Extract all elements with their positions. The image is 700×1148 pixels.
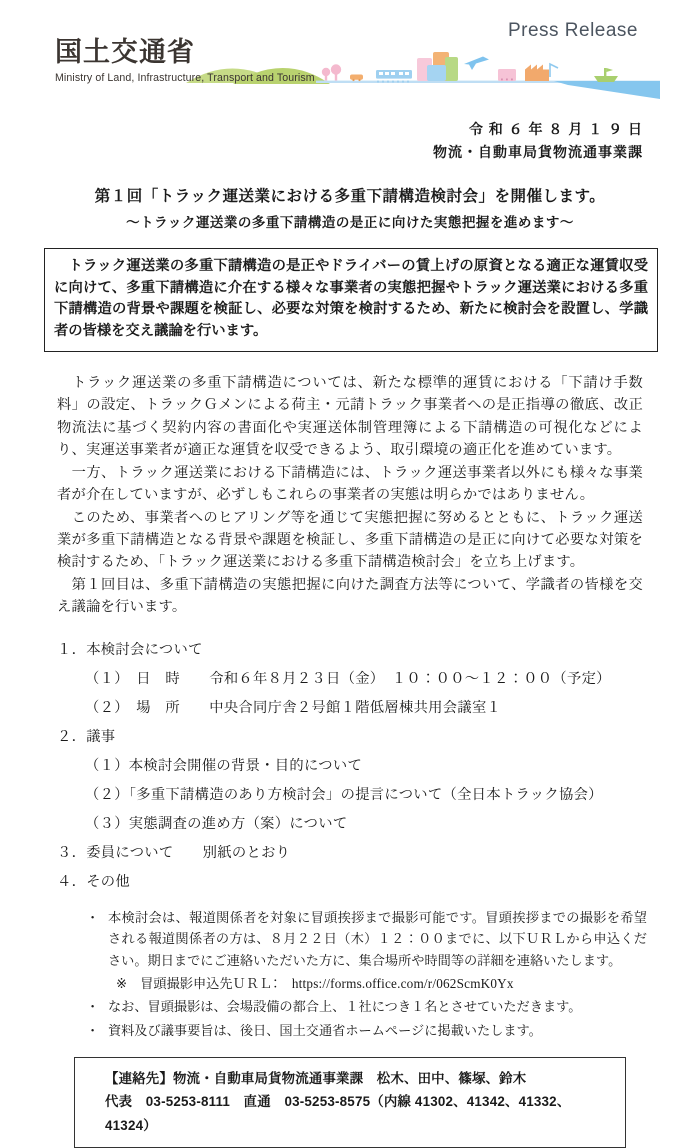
header: [0, 20, 700, 116]
ministry-name-english: Ministry of Land, Infrastructure, Transport and Tourism: [55, 72, 315, 84]
page-subtitle: ～トラック運送業の多重下請構造の是正に向けた実態把握を進めます～: [126, 215, 574, 231]
ship-icon: [594, 68, 618, 82]
page-title: 第１回「トラック運送業における多重下請構造検討会」を開催します。: [94, 188, 606, 206]
application-url-link[interactable]: https://forms.office.com/r/062ScmK0Yx: [291, 975, 514, 991]
ministry-logo: [55, 30, 315, 84]
note-text-photography: 本検討会は、報道関係者を対象に冒頭挨拶まで撮影可能です。冒頭挨拶までの撮影を希望される報道関係者の方は、８月２２日（木）１２：００までに、以下ＵＲＬから申込ください。期日までにご連絡いただいた方に、集合場所や時間等の詳細を連絡いたします。: [108, 909, 647, 968]
section-heading-other: ４．その他: [57, 873, 130, 890]
section-item-agenda-2: （２）「多重下請構造のあり方検討会」の提言について（全日本トラック協会）: [85, 786, 603, 803]
bullet-icon: ・: [86, 909, 100, 925]
list-item: [86, 907, 647, 971]
body-paragraph: トラック運送業の多重下請構造については、新たな標準的運賃における「下請け手数料」の設定、トラックＧメンによる荷主・元請トラック事業者への是正指導の徹底、改正物流法に基づく契約内容の書面化や実運送体制管理簿による下請構造の可視化などにより、実運送事業者が適正な運賃を収受できるよう、取引環境の適正化を進めています。: [57, 374, 643, 459]
press-release-label: Press Release: [507, 20, 638, 41]
water-icon: [554, 81, 660, 99]
list-item: [86, 996, 647, 1017]
application-url-line: [116, 973, 647, 994]
summary-box: トラック運送業の多重下請構造の是正やドライバーの賃上げの原資となる適正な運賃収受に向けて、多重下請構造に介在する様々な事業者の実態把握やトラック運送業における多重下請構造の背景や課題を検証し、必要な対策を検討するため、新たに検討会を設置し、学識者の皆様を交え議論を行います。: [44, 248, 658, 352]
notes-list: [86, 907, 647, 1041]
title-block: [0, 184, 700, 231]
airplane-icon: [464, 57, 489, 71]
department-name: 物流・自動車局貨物流通事業課: [433, 144, 643, 161]
section-item-agenda-3: （３）実態調査の進め方（案）について: [85, 815, 348, 832]
buildings-icon: [417, 52, 458, 81]
body-paragraph: 第１回目は、多重下請構造の実態把握に向けた調査方法等について、学識者の皆様を交え議論を行います。: [57, 576, 643, 616]
agenda-sections: [57, 639, 660, 891]
url-label: ※ 冒頭撮影申込先ＵＲＬ：: [116, 975, 292, 991]
car-icon: [350, 75, 363, 82]
section-item-agenda-1: （１）本検討会開催の背景・目的について: [85, 757, 363, 774]
contact-line-phone: 代表 03-5253-8111 直通 03-5253-8575（内線 41302、41342、41332、41324）: [105, 1094, 571, 1133]
small-building-icon: [498, 69, 516, 81]
bullet-icon: ・: [86, 999, 100, 1015]
list-item: [86, 1020, 647, 1041]
section-item-place: （２） 場 所 中央合同庁舎２号館１階低層棟共用会議室１: [85, 699, 502, 716]
note-text-materials: 資料及び議事要旨は、後日、国土交通省ホームページに掲載いたします。: [108, 1022, 542, 1038]
tree-icon: [322, 64, 341, 80]
factory-icon: [525, 64, 558, 81]
date-block: [0, 118, 700, 164]
contact-line-department: 【連絡先】物流・自動車局貨物流通事業課 松木、田中、篠塚、鈴木: [105, 1071, 527, 1086]
section-item-datetime: （１） 日 時 令和６年８月２３日（金） １０：００～１２：００（予定）: [85, 670, 611, 687]
section-heading-members: ３．委員について 別紙のとおり: [57, 844, 291, 861]
release-date: 令 和 ６ 年 ８ 月 １ ９ 日: [468, 121, 643, 137]
body-text: [57, 372, 643, 619]
body-paragraph: 一方、トラック運送業における下請構造には、トラック運送事業者以外にも様々な事業者が介在していますが、必ずしもこれらの事業者の実態は明らかではありません。: [57, 464, 643, 504]
ministry-name: 国土交通省: [55, 37, 195, 67]
note-text-limit: なお、冒頭撮影は、会場設備の都合上、１社につき１名とさせていただきます。: [108, 999, 582, 1015]
contact-box: [74, 1057, 626, 1148]
bullet-icon: ・: [86, 1022, 100, 1038]
section-heading-about: １．本検討会について: [57, 641, 203, 658]
body-paragraph: このため、事業者へのヒアリング等を通じて実態把握に努めるとともに、トラック運送業が多重下請構造となる背景や課題を検証し、多重下請構造の是正に向けて必要な対策を検討するため、「トラック運送業における多重下請構造検討会」を立ち上げます。: [57, 509, 643, 571]
section-heading-agenda: ２．議事: [57, 728, 116, 745]
